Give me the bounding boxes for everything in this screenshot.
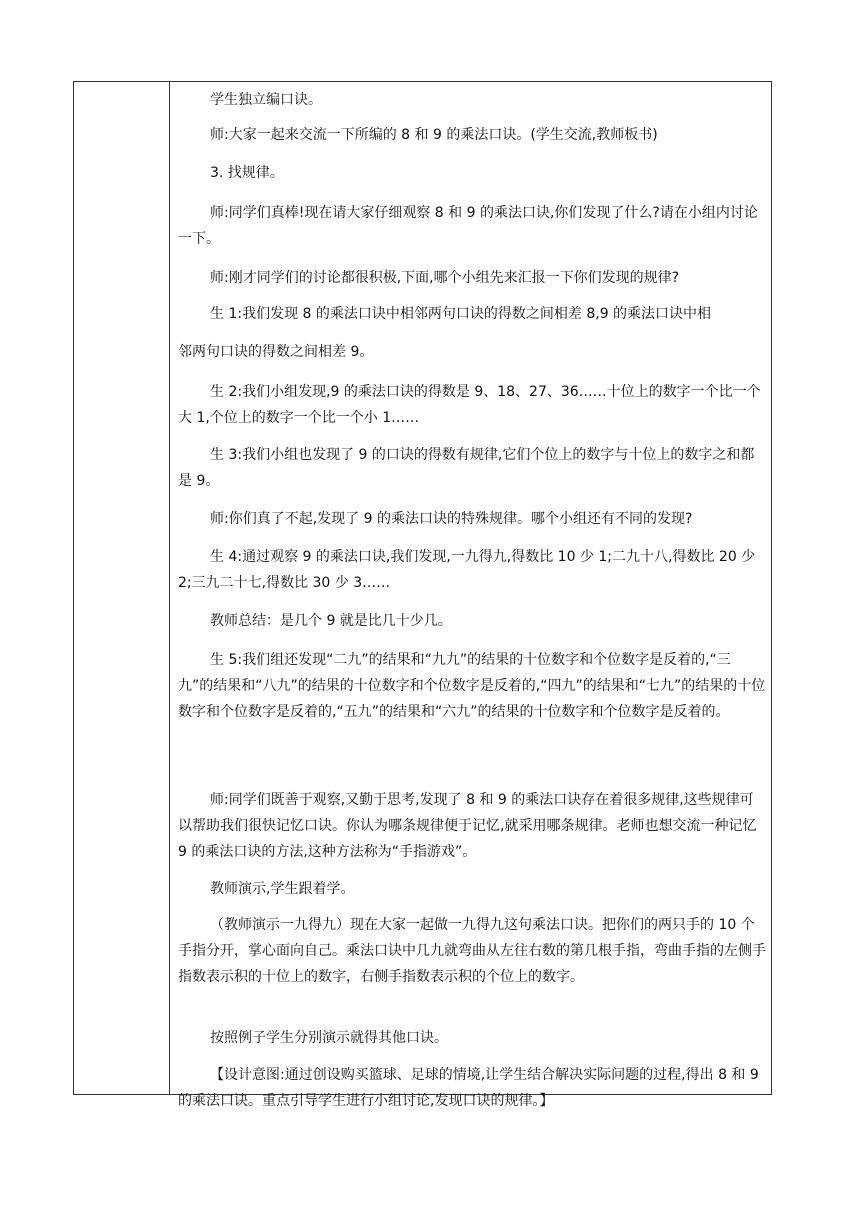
paragraph-17: 按照例子学生分别演示就得其他口诀。 bbox=[210, 1030, 448, 1046]
lesson-table bbox=[73, 81, 772, 1109]
table-left-column bbox=[74, 82, 170, 1094]
paragraph-9: 生 3:我们小组也发现了 9 的口诀的得数有规律,它们个位上的数字与十位上的数字之和都是 9。 bbox=[178, 447, 755, 489]
paragraph-1: 学生独立编口诀。 bbox=[210, 92, 322, 108]
design-intent-note: 【设计意图:通过创设购买篮球、足球的情境,让学生结合解决实际问题的过程,得出 8 和 9 的乘法口诀。重点引导学生进行小组讨论,发现口诀的规律。】 bbox=[178, 1067, 759, 1109]
paragraph-7: 邻两句口诀的得数之间相差 9。 bbox=[178, 344, 374, 360]
paragraph-4: 师:同学们真棒!现在请大家仔细观察 8 和 9 的乘法口诀,你们发现了什么?请在小组内讨论一下。 bbox=[178, 205, 758, 247]
paragraph-11: 生 4:通过观察 9 的乘法口诀,我们发现,一九得九,得数比 10 少 1;二九十八,得数比 20 少 2;三九二十七,得数比 30 少 3…… bbox=[178, 549, 756, 591]
table-content-cell bbox=[170, 82, 772, 1109]
paragraph-15: 教师演示,学生跟着学。 bbox=[210, 881, 355, 897]
paragraph-12: 教师总结：是几个 9 就是比几十少几。 bbox=[210, 613, 452, 629]
paragraph-10: 师:你们真了不起,发现了 9 的乘法口诀的特殊规律。哪个小组还有不同的发现? bbox=[210, 511, 693, 527]
paragraph-6: 生 1:我们发现 8 的乘法口诀中相邻两句口诀的得数之间相差 8,9 的乘法口诀中相 bbox=[210, 306, 712, 322]
paragraph-14: 师:同学们既善于观察,又勤于思考,发现了 8 和 9 的乘法口诀存在着很多规律,这些规律可以帮助我们很快记忆口诀。你认为哪条规律便于记忆,就采用哪条规律。老师也想交流一种记忆 9 的乘法口诀的方法,这种方法称为“手指游戏”。 bbox=[178, 792, 757, 860]
paragraph-13: 生 5:我们组还发现“二九”的结果和“九九”的结果的十位数字和个位数字是反着的,“三九”的结果和“八九”的结果的十位数字和个位数字是反着的,“四九”的结果和“七九”的结果的十位数字和个位数字是反着的,“五九”的结果和“六九”的结果的十位数字和个位数字是反着的。 bbox=[178, 652, 766, 720]
paragraph-8: 生 2:我们小组发现,9 的乘法口诀的得数是 9、18、27、36……十位上的数字一个比一个大 1,个位上的数字一个比一个小 1…… bbox=[178, 384, 761, 426]
paragraph-3: 3. 找规律。 bbox=[210, 165, 284, 181]
paragraph-2: 师:大家一起来交流一下所编的 8 和 9 的乘法口诀。(学生交流,教师板书) bbox=[210, 127, 658, 143]
paragraph-5: 师:刚才同学们的讨论都很积极,下面,哪个小组先来汇报一下你们发现的规律? bbox=[210, 270, 680, 286]
paragraph-16: （教师演示一九得九）现在大家一起做一九得九这句乘法口诀。把你们的两只手的 10 个手指分开，掌心面向自己。乘法口诀中几九就弯曲从左往右数的第几根手指，弯曲手指的左侧手指数表示积的十位上的数字，右侧手指数表示积的个位上的数字。 bbox=[178, 917, 766, 985]
